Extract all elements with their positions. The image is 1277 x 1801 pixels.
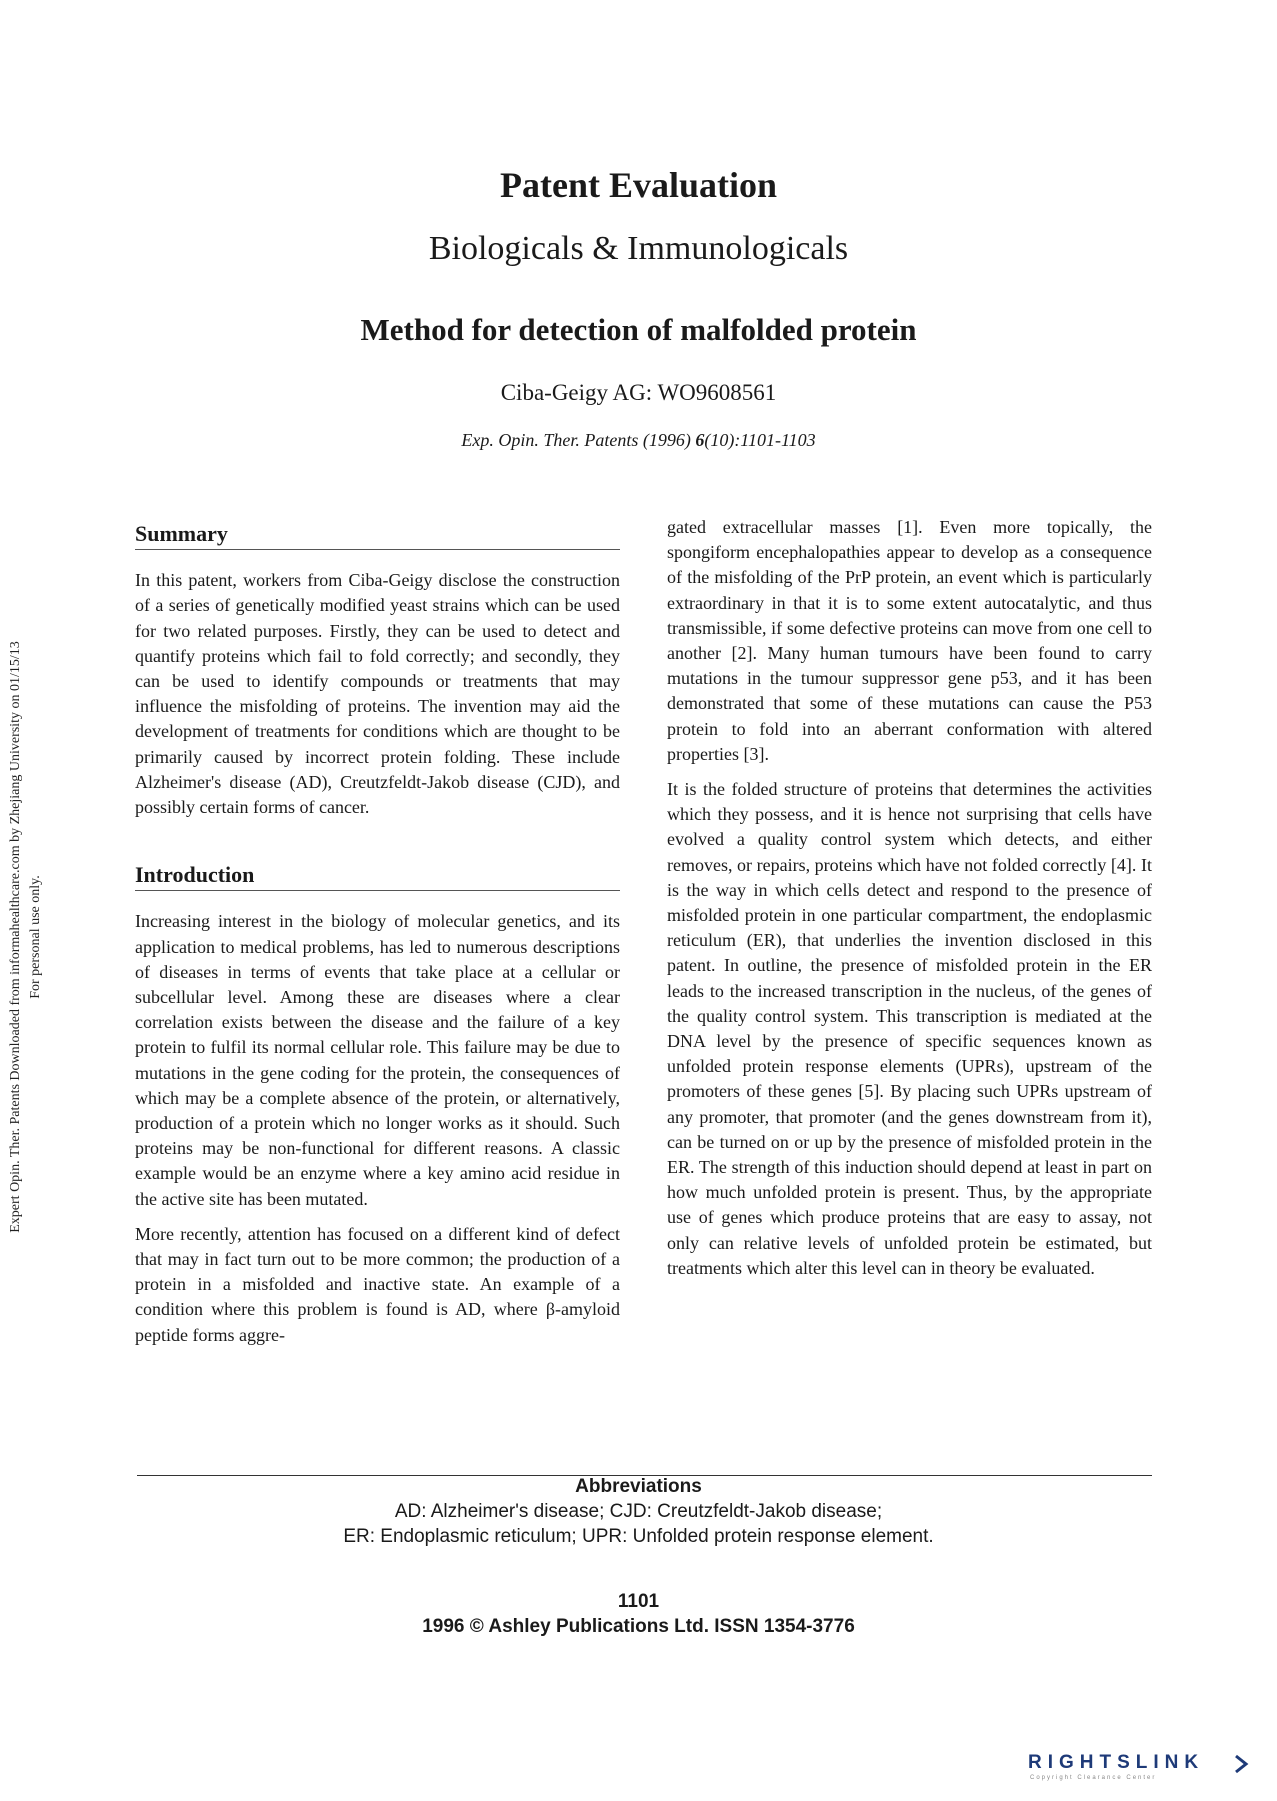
citation-journal: Exp. Opin. Ther. Patents (1996) bbox=[461, 430, 691, 450]
abbreviations-line: AD: Alzheimer's disease; CJD: Creutzfeldt-Jakob disease; bbox=[394, 1501, 883, 1522]
download-notice bbox=[6, 532, 58, 1342]
introduction-paragraph: More recently, attention has focused on a different kind of defect that may in fact turn out to be more common; the production of a protein in a misfolded and inactive state. An example of a condition where this problem is found is AD, where β-amyloid peptide forms aggre- bbox=[135, 1223, 620, 1345]
download-notice-line2: For personal use only. bbox=[28, 875, 43, 999]
introduction-heading: Introduction bbox=[135, 862, 620, 891]
category-label: Biologicals & Immunologicals bbox=[428, 230, 849, 267]
abbreviations-title: Abbreviations bbox=[575, 1476, 702, 1497]
rightslink-logo-subtext: Copyright Clearance Center bbox=[1030, 1775, 1157, 1781]
body-paragraph: It is the folded structure of proteins that determines the activities which they possess, and it is hence not surprising that cells have evolved a quality control system which detects, and either removes, or repairs, proteins which have not folded correctly [4]. It is the way in which cells detect and respond to the presence of misfolded protein in one particular compartment, the endoplasmic reticulum (ER), that underlies the invention disclosed in this patent. In outline, the presence of misfolded protein in the ER leads to the increased transcription in the nucleus, of the genes of the quality control system. This transcription is mediated at the DNA level by the presence of specific sequences known as unfolded protein response elements (UPRs), upstream of the promoters of these genes [5]. By placing such UPRs upstream of any promoter, that promoter (and the genes downstream from it), can be turned on or up by the presence of misfolded protein in the ER. The strength of this induction should depend at least in part on how much unfolded protein is present. Thus, by the appropriate use of genes which produce proteins that are easy to assay, not only can relative levels of unfolded protein be estimated, but treatments which alter this level can in theory be evaluated. bbox=[667, 779, 1152, 1278]
left-column bbox=[135, 515, 620, 1358]
rightslink-logo-text: RIGHTSLINK bbox=[1028, 1752, 1205, 1773]
body-paragraph: gated extracellular masses [1]. Even more topically, the spongiform encephalopathies appear to develop as a consequence of the misfolding of the PrP protein, an event which is particularly extraordinary in that it is to some extent autocatalytic, and thus transmissible, if some defective proteins can move from one cell to another [2]. Many human tumours have been found to carry mutations in the tumour suppressor gene p53, and it has been demonstrated that some of these mutations can cause the P53 protein to fold into an aberrant conformation with altered properties [3]. bbox=[667, 517, 1152, 764]
citation-volume: 6 bbox=[695, 430, 705, 450]
copyright-line: 1996 © Ashley Publications Ltd. ISSN 1354-3776 bbox=[422, 1616, 855, 1637]
citation-issue-pages: (10):1101-1103 bbox=[704, 430, 816, 450]
rightslink-logo bbox=[1028, 1752, 1248, 1784]
section-label: Patent Evaluation bbox=[499, 165, 777, 205]
page-number: 1101 bbox=[617, 1591, 660, 1612]
summary-heading: Summary bbox=[135, 521, 620, 550]
abbreviations-line: ER: Endoplasmic reticulum; UPR: Unfolded protein response element. bbox=[343, 1526, 934, 1547]
summary-paragraph: In this patent, workers from Ciba-Geigy disclose the construction of a series of genetically modified yeast strains which can be used for two related purposes. Firstly, they can be used to detect and quantify proteins which fail to fold correctly; and secondly, they can be used to identify compounds or treatments that may influence the misfolding of proteins. The invention may aid the development of treatments for conditions which are thought to be primarily caused by incorrect protein folding. These include Alzheimer's disease (AD), Creutzfeldt-Jakob disease (CJD), and possibly certain forms of cancer. bbox=[135, 570, 620, 818]
patent-applicant: Ciba-Geigy AG: WO9608561 bbox=[500, 380, 777, 405]
download-notice-line1: Expert Opin. Ther. Patents Downloaded from informahealthcare.com by Zhejiang University on 01/15/13 bbox=[8, 641, 23, 1233]
citation bbox=[0, 430, 1277, 451]
introduction-paragraph: Increasing interest in the biology of molecular genetics, and its application to medical problems, has led to numerous descriptions of diseases in terms of events that take place at a cellular or subcellular level. Among these are diseases where a clear correlation exists between the disease and the failure of a key protein to fulfil its normal cellular role. This failure may be due to mutations in the gene coding for the protein, the consequences of which may be a complete absence of the protein, or alternatively, production of a protein which no longer works as it should. Such proteins may be non-functional for different reasons. A classic example would be an enzyme where a key amino acid residue in the active site has been mutated. bbox=[135, 911, 620, 1209]
arrow-icon bbox=[1233, 1754, 1249, 1774]
article-title: Method for detection of malfolded protein bbox=[360, 312, 917, 347]
right-column bbox=[667, 515, 1152, 1291]
